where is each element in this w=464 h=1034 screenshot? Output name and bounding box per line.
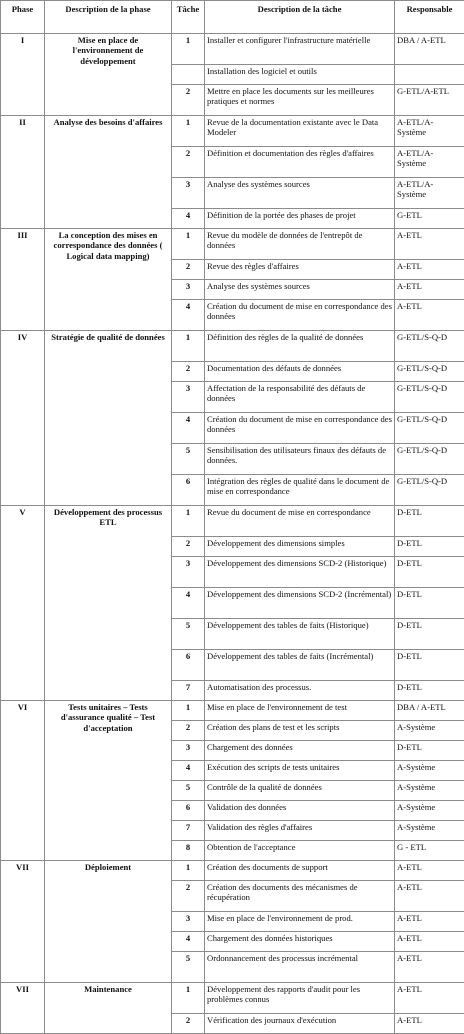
task-number-cell: 4 bbox=[172, 413, 205, 444]
task-number-cell: 6 bbox=[172, 650, 205, 681]
task-description-cell: Validation des données bbox=[205, 801, 395, 821]
task-description-cell: Mettre en place les documents sur les meilleures pratiques et normes bbox=[205, 85, 395, 116]
task-number-cell: 3 bbox=[172, 382, 205, 413]
task-number-cell: 3 bbox=[172, 912, 205, 932]
table-row bbox=[1, 701, 464, 721]
task-number-cell: 4 bbox=[172, 932, 205, 952]
responsible-cell: A-ETL bbox=[395, 983, 464, 1014]
responsible-cell: D-ETL bbox=[395, 557, 464, 588]
task-description-cell: Création du document de mise en correspondance des données bbox=[205, 413, 395, 444]
task-number-cell: 7 bbox=[172, 681, 205, 701]
responsible-cell bbox=[395, 65, 464, 85]
phase-description-cell: Déploiement bbox=[45, 861, 172, 983]
task-description-cell: Mise en place de l'environnement de test bbox=[205, 701, 395, 721]
task-description-cell: Revue du document de mise en correspondance bbox=[205, 506, 395, 537]
task-number-cell: 1 bbox=[172, 506, 205, 537]
responsible-cell: G-ETL/S-Q-D bbox=[395, 331, 464, 362]
responsible-cell: G-ETL/S-Q-D bbox=[395, 444, 464, 475]
responsible-cell: A-Système bbox=[395, 821, 464, 841]
task-number-cell: 1 bbox=[172, 34, 205, 65]
task-description-cell: Vérification des journaux d'exécution bbox=[205, 1014, 395, 1034]
responsible-cell: G - ETL bbox=[395, 841, 464, 861]
task-description-cell: Obtention de l'acceptance bbox=[205, 841, 395, 861]
phase-description-cell: Tests unitaires – Tests d'assurance qualité – Test d'acceptation bbox=[45, 701, 172, 861]
header-responsible: Responsable bbox=[395, 1, 464, 34]
task-number-cell: 1 bbox=[172, 229, 205, 260]
responsible-cell: A-ETL bbox=[395, 280, 464, 300]
phase-description-cell: Analyse des besoins d'affaires bbox=[45, 116, 172, 229]
responsible-cell: A-ETL bbox=[395, 952, 464, 983]
task-description-cell: Développement des dimensions SCD-2 (Incrémental) bbox=[205, 588, 395, 619]
task-number-cell: 4 bbox=[172, 588, 205, 619]
task-description-cell: Validation des règles d'affaires bbox=[205, 821, 395, 841]
task-description-cell: Développement des rapports d'audit pour les problèmes connus bbox=[205, 983, 395, 1014]
responsible-cell: G-ETL/S-Q-D bbox=[395, 475, 464, 506]
task-description-cell: Affectation de la responsabilité des défauts de données bbox=[205, 382, 395, 413]
task-number-cell: 2 bbox=[172, 260, 205, 280]
responsible-cell: D-ETL bbox=[395, 619, 464, 650]
phase-description-cell: Développement des processus ETL bbox=[45, 506, 172, 701]
phase-description-cell: La conception des mises en correspondance des données ( Logical data mapping) bbox=[45, 229, 172, 331]
responsible-cell: D-ETL bbox=[395, 741, 464, 761]
responsible-cell: G-ETL/A-ETL bbox=[395, 85, 464, 116]
header-task-description: Description de la tâche bbox=[205, 1, 395, 34]
responsible-cell: A-Système bbox=[395, 801, 464, 821]
responsible-cell: A-ETL bbox=[395, 861, 464, 881]
task-description-cell: Chargement des données historiques bbox=[205, 932, 395, 952]
table-row bbox=[1, 983, 464, 1014]
task-number-cell: 8 bbox=[172, 841, 205, 861]
task-number-cell: 1 bbox=[172, 331, 205, 362]
task-description-cell: Développement des dimensions simples bbox=[205, 537, 395, 557]
table-row bbox=[1, 229, 464, 260]
responsible-cell: D-ETL bbox=[395, 537, 464, 557]
task-description-cell: Développement des dimensions SCD-2 (Historique) bbox=[205, 557, 395, 588]
responsible-cell: D-ETL bbox=[395, 681, 464, 701]
task-number-cell: 2 bbox=[172, 537, 205, 557]
table-row bbox=[1, 506, 464, 537]
phase-id-cell: II bbox=[1, 116, 45, 229]
task-number-cell bbox=[172, 65, 205, 85]
task-description-cell: Création des documents de support bbox=[205, 861, 395, 881]
task-number-cell: 6 bbox=[172, 801, 205, 821]
responsible-cell: A-Système bbox=[395, 781, 464, 801]
task-description-cell: Revue du modèle de données de l'entrepôt de données bbox=[205, 229, 395, 260]
phase-id-cell: VII bbox=[1, 983, 45, 1034]
phase-id-cell: V bbox=[1, 506, 45, 701]
task-description-cell: Création des plans de test et les scripts bbox=[205, 721, 395, 741]
task-number-cell: 1 bbox=[172, 701, 205, 721]
phase-id-cell: IV bbox=[1, 331, 45, 506]
task-description-cell: Ordonnancement des processus incrémental bbox=[205, 952, 395, 983]
task-number-cell: 2 bbox=[172, 1014, 205, 1034]
responsible-cell: A-ETL/A-Système bbox=[395, 116, 464, 147]
task-description-cell: Sensibilisation des utilisateurs finaux des défauts de données. bbox=[205, 444, 395, 475]
responsible-cell: D-ETL bbox=[395, 588, 464, 619]
responsible-cell: DBA / A-ETL bbox=[395, 34, 464, 65]
task-description-cell: Mise en place de l'environnement de prod. bbox=[205, 912, 395, 932]
task-description-cell: Développement des tables de faits (Historique) bbox=[205, 619, 395, 650]
phase-description-cell: Maintenance bbox=[45, 983, 172, 1034]
task-number-cell: 5 bbox=[172, 952, 205, 983]
task-number-cell: 1 bbox=[172, 983, 205, 1014]
responsible-cell: D-ETL bbox=[395, 506, 464, 537]
responsible-cell: A-ETL bbox=[395, 1014, 464, 1034]
header-task: Tâche bbox=[172, 1, 205, 34]
task-description-cell: Automatisation des processus. bbox=[205, 681, 395, 701]
task-number-cell: 3 bbox=[172, 741, 205, 761]
task-description-cell: Installation des logiciel et outils bbox=[205, 65, 395, 85]
task-number-cell: 5 bbox=[172, 444, 205, 475]
task-description-cell: Exécution des scripts de tests unitaires bbox=[205, 761, 395, 781]
header-phase: Phase bbox=[1, 1, 45, 34]
task-description-cell: Intégration des règles de qualité dans le document de mise en correspondance bbox=[205, 475, 395, 506]
responsible-cell: DBA / A-ETL bbox=[395, 701, 464, 721]
task-description-cell: Installer et configurer l'infrastructure matérielle bbox=[205, 34, 395, 65]
table-row bbox=[1, 34, 464, 65]
task-number-cell: 3 bbox=[172, 280, 205, 300]
task-description-cell: Revue de la documentation existante avec le Data Modeler bbox=[205, 116, 395, 147]
task-number-cell: 2 bbox=[172, 881, 205, 912]
table-body bbox=[1, 34, 464, 1034]
phase-id-cell: III bbox=[1, 229, 45, 331]
task-number-cell: 3 bbox=[172, 178, 205, 209]
task-number-cell: 7 bbox=[172, 821, 205, 841]
task-number-cell: 2 bbox=[172, 147, 205, 178]
responsible-cell: G-ETL bbox=[395, 209, 464, 229]
phase-id-cell: VI bbox=[1, 701, 45, 861]
task-number-cell: 6 bbox=[172, 475, 205, 506]
table-row bbox=[1, 116, 464, 147]
header-row bbox=[1, 1, 464, 34]
task-description-cell: Développement des tables de faits (Incrémental) bbox=[205, 650, 395, 681]
task-number-cell: 5 bbox=[172, 619, 205, 650]
responsible-cell: A-ETL bbox=[395, 912, 464, 932]
task-description-cell: Analyse des systèmes sources bbox=[205, 280, 395, 300]
task-description-cell: Analyse des systèmes sources bbox=[205, 178, 395, 209]
responsible-cell: G-ETL/S-Q-D bbox=[395, 413, 464, 444]
responsible-cell: D-ETL bbox=[395, 650, 464, 681]
responsible-cell: A-Système bbox=[395, 721, 464, 741]
task-description-cell: Définition des règles de la qualité de données bbox=[205, 331, 395, 362]
task-number-cell: 2 bbox=[172, 362, 205, 382]
phase-id-cell: VII bbox=[1, 861, 45, 983]
responsible-cell: A-ETL/A-Système bbox=[395, 178, 464, 209]
task-number-cell: 4 bbox=[172, 761, 205, 781]
task-description-cell: Documentation des défauts de données bbox=[205, 362, 395, 382]
responsible-cell: A-ETL bbox=[395, 881, 464, 912]
task-number-cell: 1 bbox=[172, 861, 205, 881]
phase-id-cell: I bbox=[1, 34, 45, 116]
task-description-cell: Création des documents des mécanismes de récupération bbox=[205, 881, 395, 912]
responsible-cell: A-ETL bbox=[395, 300, 464, 331]
task-description-cell: Définition et documentation des règles d'affaires bbox=[205, 147, 395, 178]
task-description-cell: Revue des règles d'affaires bbox=[205, 260, 395, 280]
task-number-cell: 1 bbox=[172, 116, 205, 147]
table-row bbox=[1, 331, 464, 362]
task-number-cell: 2 bbox=[172, 85, 205, 116]
responsible-cell: G-ETL/S-Q-D bbox=[395, 362, 464, 382]
responsible-cell: A-ETL/A-Système bbox=[395, 147, 464, 178]
task-number-cell: 2 bbox=[172, 721, 205, 741]
task-number-cell: 5 bbox=[172, 781, 205, 801]
responsible-cell: A-ETL bbox=[395, 932, 464, 952]
responsible-cell: A-Système bbox=[395, 761, 464, 781]
header-phase-description: Description de la phase bbox=[45, 1, 172, 34]
task-number-cell: 4 bbox=[172, 209, 205, 229]
task-description-cell: Chargement des données bbox=[205, 741, 395, 761]
phase-description-cell: Mise en place de l'environnement de développement bbox=[45, 34, 172, 116]
responsible-cell: G-ETL/S-Q-D bbox=[395, 382, 464, 413]
task-number-cell: 4 bbox=[172, 300, 205, 331]
phase-description-cell: Stratégie de qualité de données bbox=[45, 331, 172, 506]
task-description-cell: Création du document de mise en correspondance des données bbox=[205, 300, 395, 331]
task-description-cell: Contrôle de la qualité de données bbox=[205, 781, 395, 801]
task-description-cell: Définition de la portée des phases de projet bbox=[205, 209, 395, 229]
responsible-cell: A-ETL bbox=[395, 260, 464, 280]
table-row bbox=[1, 861, 464, 881]
task-number-cell: 3 bbox=[172, 557, 205, 588]
responsible-cell: A-ETL bbox=[395, 229, 464, 260]
